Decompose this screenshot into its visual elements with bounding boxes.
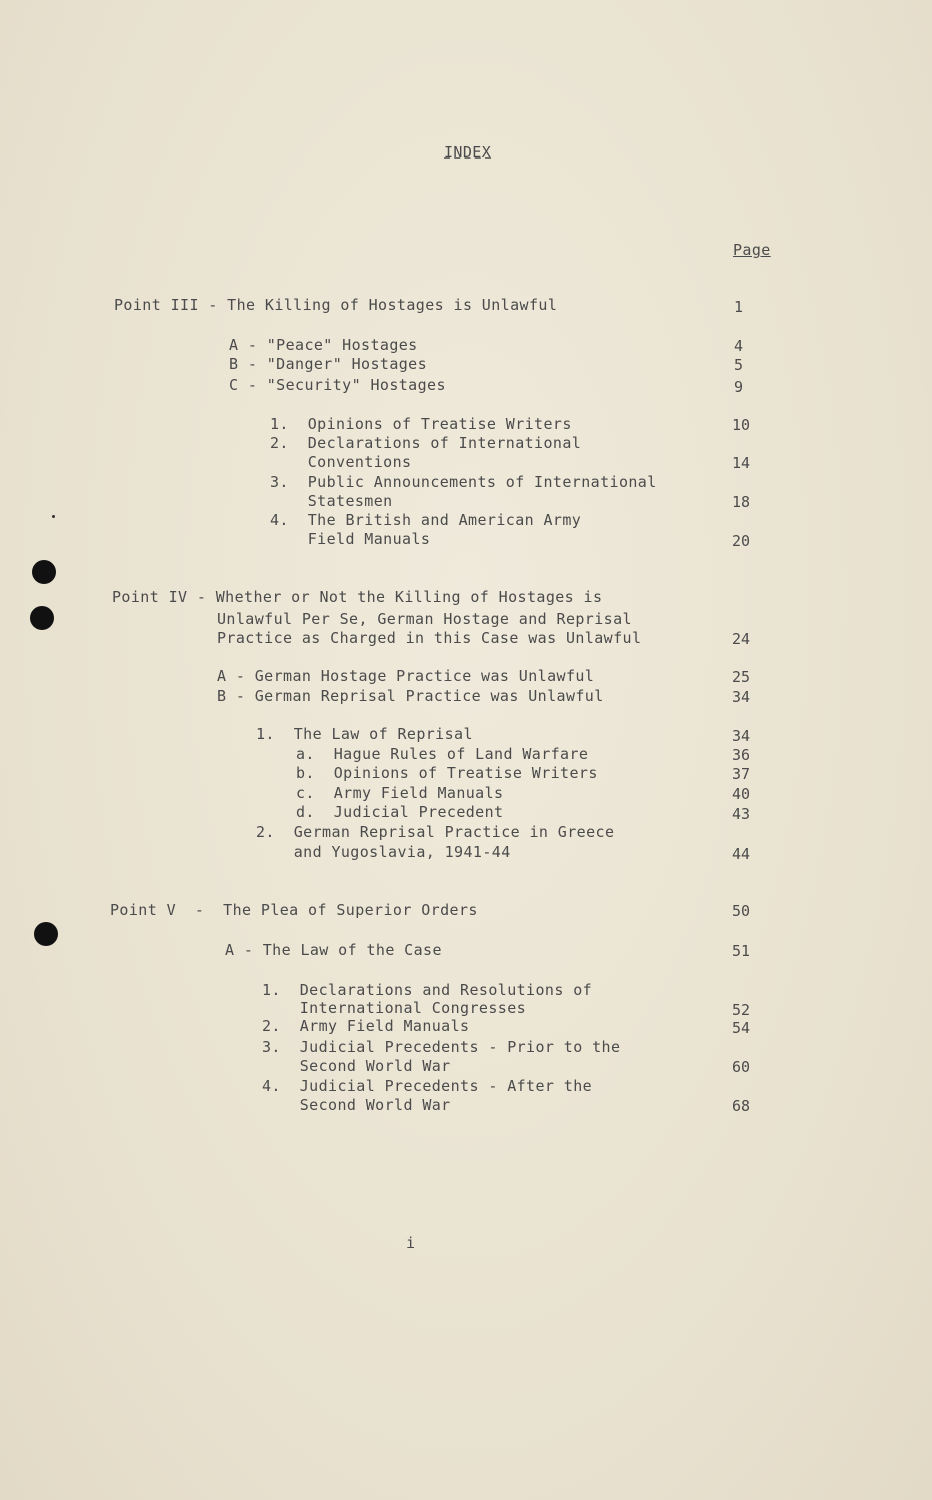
toc-entry: Conventions xyxy=(270,453,412,471)
toc-page: 44 xyxy=(731,845,750,863)
toc-page: 36 xyxy=(731,746,750,764)
toc-entry: 1. The Law of Reprisal xyxy=(256,725,473,743)
toc-entry: A - German Hostage Practice was Unlawful xyxy=(217,667,595,685)
toc-entry: A - The Law of the Case xyxy=(225,941,442,959)
toc-entry: 3. Judicial Precedents - Prior to the xyxy=(262,1038,621,1056)
toc-entry: Field Manuals xyxy=(270,530,431,548)
toc-page: 51 xyxy=(731,942,750,960)
toc-entry-point-iv: Point IV - Whether or Not the Killing of Hostages is xyxy=(112,588,603,606)
toc-page: 52 xyxy=(731,1001,750,1019)
toc-page: 68 xyxy=(731,1097,750,1115)
document-title: INDEX xyxy=(444,143,492,161)
toc-page: 34 xyxy=(731,727,750,745)
toc-page: 50 xyxy=(731,902,750,920)
toc-entry: 3. Public Announcements of International xyxy=(270,473,657,491)
punch-hole xyxy=(32,560,56,584)
toc-page: 5 xyxy=(733,356,743,374)
punch-hole xyxy=(34,922,58,946)
toc-entry-point-v: Point V - The Plea of Superior Orders xyxy=(110,901,478,919)
toc-page: 4 xyxy=(733,337,743,355)
toc-page: 54 xyxy=(731,1019,750,1037)
toc-entry: 4. The British and American Army xyxy=(270,511,582,529)
toc-entry: A - "Peace" Hostages xyxy=(229,336,418,354)
speck xyxy=(52,515,55,518)
toc-entry-point-iii: Point III - The Killing of Hostages is Unlawful xyxy=(114,296,558,314)
toc-page: 14 xyxy=(731,454,750,472)
toc-entry: B - "Danger" Hostages xyxy=(229,355,428,373)
toc-page: 18 xyxy=(731,493,750,511)
toc-entry: d. Judicial Precedent xyxy=(296,803,504,821)
toc-page: 34 xyxy=(731,688,750,706)
toc-page: 24 xyxy=(731,630,750,648)
toc-entry: 1. Declarations and Resolutions of xyxy=(262,981,593,999)
toc-entry: c. Army Field Manuals xyxy=(296,784,504,802)
toc-page: 25 xyxy=(731,668,750,686)
toc-page: 40 xyxy=(731,785,750,803)
toc-entry: 2. Army Field Manuals xyxy=(262,1017,470,1035)
toc-entry: a. Hague Rules of Land Warfare xyxy=(296,745,589,763)
toc-entry: Second World War xyxy=(262,1096,451,1114)
toc-page: 37 xyxy=(731,765,750,783)
page-column-heading: Page xyxy=(733,241,771,259)
toc-entry: C - "Security" Hostages xyxy=(229,376,446,394)
footer-page-number: i xyxy=(406,1234,416,1252)
toc-page: 60 xyxy=(731,1058,750,1076)
punch-hole xyxy=(30,606,54,630)
toc-page: 10 xyxy=(731,416,750,434)
toc-entry: Practice as Charged in this Case was Unlawful xyxy=(217,629,642,647)
toc-entry: 2. German Reprisal Practice in Greece xyxy=(256,823,615,841)
toc-page: 9 xyxy=(733,378,743,396)
toc-entry: Statesmen xyxy=(270,492,393,510)
toc-entry: Second World War xyxy=(262,1057,451,1075)
toc-entry: 4. Judicial Precedents - After the xyxy=(262,1077,593,1095)
toc-entry: 2. Declarations of International xyxy=(270,434,582,452)
toc-page: 1 xyxy=(733,298,743,316)
toc-entry: and Yugoslavia, 1941-44 xyxy=(256,843,511,861)
toc-entry: Unlawful Per Se, German Hostage and Reprisal xyxy=(217,610,632,628)
toc-entry: 1. Opinions of Treatise Writers xyxy=(270,415,572,433)
toc-entry: b. Opinions of Treatise Writers xyxy=(296,764,598,782)
toc-page: 20 xyxy=(731,532,750,550)
toc-entry: B - German Reprisal Practice was Unlawful xyxy=(217,687,604,705)
toc-entry: International Congresses xyxy=(262,999,527,1017)
toc-page: 43 xyxy=(731,805,750,823)
